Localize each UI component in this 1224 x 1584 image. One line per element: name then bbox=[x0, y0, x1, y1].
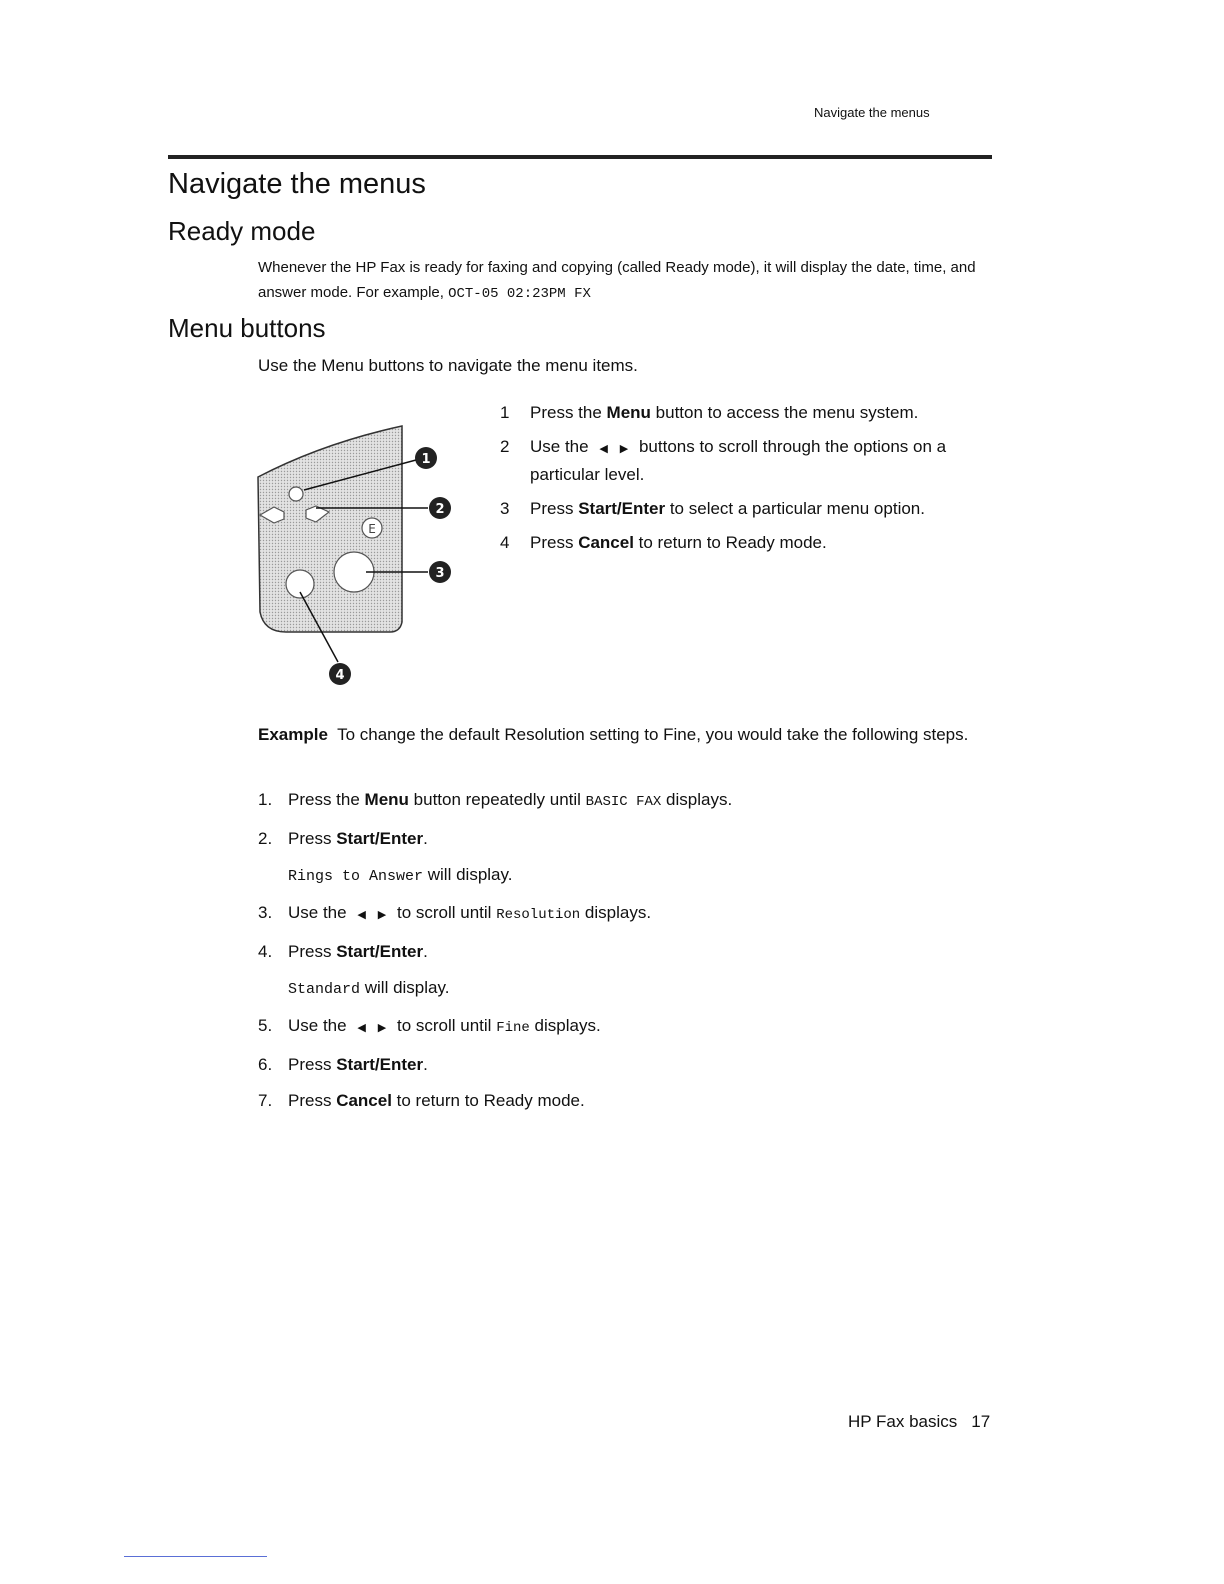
left-arrow-icon: ◀ bbox=[599, 443, 608, 455]
procedure-step-6 bbox=[258, 1052, 978, 1077]
step-text: to return to Ready mode. bbox=[633, 533, 827, 552]
step-number: 1 bbox=[500, 403, 510, 422]
procedure-list bbox=[258, 787, 978, 1124]
menu-step-3 bbox=[500, 496, 960, 521]
step-number: 4 bbox=[500, 533, 510, 552]
e-button-label: E bbox=[368, 522, 376, 536]
procedure-keyword: Start/Enter bbox=[336, 942, 424, 961]
step-text: Press bbox=[530, 499, 579, 518]
menu-buttons-heading: Menu buttons bbox=[168, 313, 326, 343]
procedure-result bbox=[288, 975, 978, 1002]
procedure-text: button repeatedly until bbox=[408, 790, 586, 809]
right-arrow-icon: ▶ bbox=[619, 443, 629, 455]
procedure-keyword: Start/Enter bbox=[336, 829, 424, 848]
running-head: Navigate the menus bbox=[814, 105, 930, 120]
procedure-step-3 bbox=[258, 900, 978, 928]
procedure-text: . bbox=[423, 942, 428, 961]
procedure-text: Use the bbox=[288, 903, 352, 922]
procedure-text: . bbox=[423, 829, 428, 848]
left-arrow-icon: ◀ bbox=[357, 909, 366, 921]
procedure-step-7 bbox=[258, 1088, 978, 1113]
procedure-text: Press bbox=[288, 1055, 337, 1074]
procedure-display-text: Rings to Answer bbox=[288, 868, 424, 885]
page-title: Navigate the menus bbox=[168, 168, 426, 200]
callout-number-3: 3 bbox=[435, 566, 445, 581]
procedure-text: Press bbox=[288, 829, 337, 848]
step-keyword: Menu bbox=[606, 403, 651, 422]
procedure-text: displays. bbox=[580, 903, 652, 922]
menu-buttons-intro: Use the Menu buttons to navigate the menu items. bbox=[258, 356, 638, 375]
procedure-text: displays. bbox=[661, 790, 733, 809]
procedure-keyword: Menu bbox=[364, 790, 409, 809]
procedure-number: 1. bbox=[258, 790, 273, 809]
ready-mode-text bbox=[258, 255, 978, 307]
procedure-step-1 bbox=[258, 787, 978, 815]
step-text: to select a particular menu option. bbox=[665, 499, 925, 518]
procedure-text: to return to Ready mode. bbox=[391, 1091, 585, 1110]
menu-step-4 bbox=[500, 530, 960, 555]
step-number: 3 bbox=[500, 499, 510, 518]
procedure-text: Press bbox=[288, 942, 337, 961]
ready-mode-description: Whenever the HP Fax is ready for faxing and copying (called Ready mode), it will display the date, time, and answer mode. For example, bbox=[258, 259, 976, 301]
procedure-text: . bbox=[423, 1055, 428, 1074]
ready-mode-heading: Ready mode bbox=[168, 216, 316, 246]
footer-section: HP Fax basics bbox=[848, 1412, 958, 1431]
step-text: Use the bbox=[530, 437, 594, 456]
procedure-keyword: Start/Enter bbox=[336, 1055, 424, 1074]
procedure-text: Press the bbox=[288, 790, 365, 809]
page-footer bbox=[848, 1412, 990, 1432]
right-arrow-icon: ▶ bbox=[377, 1022, 387, 1034]
procedure-number: 3. bbox=[258, 903, 273, 922]
procedure-number: 6. bbox=[258, 1055, 273, 1074]
page-number: 17 bbox=[971, 1412, 991, 1431]
procedure-text: will display. bbox=[423, 865, 513, 884]
step-keyword: Cancel bbox=[578, 533, 634, 552]
procedure-text: will display. bbox=[360, 978, 450, 997]
procedure-result bbox=[288, 862, 978, 889]
procedure-display-text: Standard bbox=[288, 981, 361, 998]
callout-number-1: 1 bbox=[421, 452, 431, 467]
procedure-display-text: BASIC FAX bbox=[585, 794, 662, 810]
cancel-button-shape bbox=[286, 570, 314, 598]
step-text: Press the bbox=[530, 403, 607, 422]
procedure-number: 7. bbox=[258, 1091, 273, 1110]
procedure-step-4 bbox=[258, 939, 978, 1002]
callout-number-2: 2 bbox=[435, 502, 445, 517]
left-arrow-icon: ◀ bbox=[357, 1022, 366, 1034]
step-keyword: Start/Enter bbox=[578, 499, 666, 518]
top-rule bbox=[168, 155, 992, 159]
step-number: 2 bbox=[500, 437, 510, 456]
procedure-text: to scroll until bbox=[392, 1016, 497, 1035]
menu-button-shape bbox=[289, 487, 303, 501]
menu-step-2 bbox=[500, 434, 960, 487]
procedure-text: to scroll until bbox=[392, 903, 497, 922]
procedure-number: 5. bbox=[258, 1016, 273, 1035]
ready-mode-display-example: OCT-05 02:23PM FX bbox=[448, 286, 591, 302]
menu-steps-list bbox=[500, 400, 960, 564]
procedure-display-text: Resolution bbox=[496, 907, 581, 923]
menu-step-1 bbox=[500, 400, 960, 425]
procedure-text: Use the bbox=[288, 1016, 352, 1035]
procedure-keyword: Cancel bbox=[336, 1091, 392, 1110]
procedure-step-5 bbox=[258, 1013, 978, 1041]
procedure-number: 4. bbox=[258, 942, 273, 961]
example-text: To change the default Resolution setting to Fine, you would take the following steps. bbox=[337, 725, 969, 744]
example-paragraph bbox=[258, 722, 988, 748]
procedure-text: Press bbox=[288, 1091, 337, 1110]
procedure-number: 2. bbox=[258, 829, 273, 848]
right-arrow-icon: ▶ bbox=[377, 909, 387, 921]
step-text: button to access the menu system. bbox=[650, 403, 919, 422]
step-text: buttons to scroll through the options on a particular level. bbox=[530, 437, 947, 484]
step-text: Press bbox=[530, 533, 579, 552]
procedure-step-2 bbox=[258, 826, 978, 889]
control-panel-figure bbox=[256, 422, 466, 697]
callout-number-4: 4 bbox=[335, 668, 345, 683]
procedure-text: displays. bbox=[529, 1016, 601, 1035]
example-label: Example bbox=[258, 725, 328, 744]
bottom-rule bbox=[124, 1556, 267, 1557]
procedure-display-text: Fine bbox=[496, 1020, 530, 1036]
